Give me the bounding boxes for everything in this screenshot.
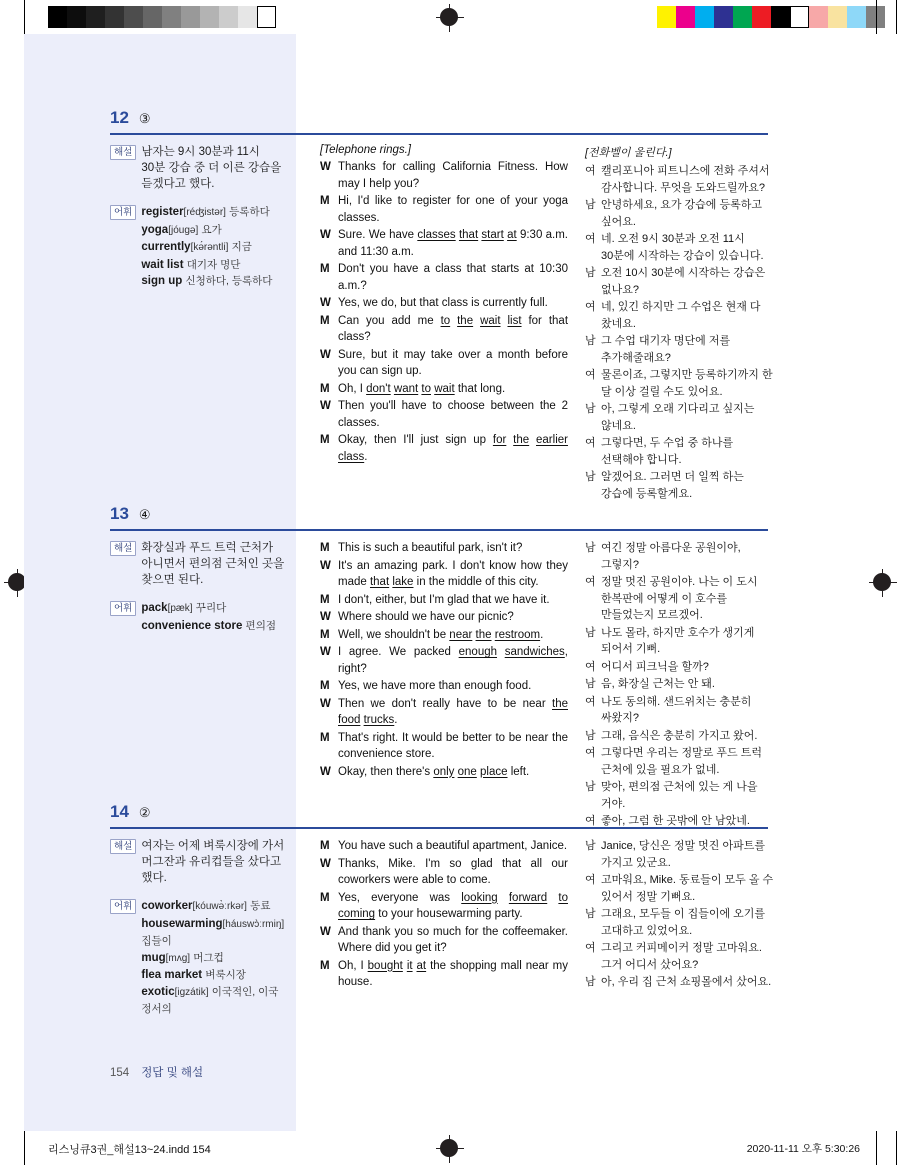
color-swatch-5: [752, 6, 771, 28]
speaker-label: W: [320, 229, 331, 241]
script-line-ko: [585, 574, 775, 624]
script-line-en: [320, 890, 568, 923]
speaker-label-ko: 남: [585, 781, 596, 793]
utterance-text: I agree. We packed enough sandwiches, right?: [338, 646, 568, 675]
vocab-word: flea market: [141, 969, 203, 981]
utterance-text-ko: 캘리포니아 피트니스에 전화 주셔서 감사합니다. 무엇을 도와드릴까요?: [601, 165, 770, 194]
script-line-ko: [585, 676, 775, 693]
grayscale-swatch-8: [200, 6, 219, 28]
utterance-text-ko: 그렇다면, 두 수업 중 하나를 선택해야 합니다.: [601, 437, 734, 466]
registration-mark-top-center: [440, 8, 458, 26]
vocab-meaning: 지금: [231, 241, 252, 253]
grayscale-calibration-bar: [48, 6, 276, 28]
utterance-text: Well, we shouldn't be near the restroom.: [338, 628, 544, 641]
grayscale-swatch-4: [124, 6, 143, 28]
script-line-ko: [585, 906, 775, 939]
vocab-word: mug: [141, 951, 166, 964]
script-line-ko: [585, 299, 775, 332]
vocab-word: sign up: [141, 275, 183, 287]
utterance-text-ko: 안녕하세요, 요가 강습에 등록하고 싶어요.: [601, 199, 762, 228]
color-swatch-6: [771, 6, 790, 28]
color-swatch-4: [733, 6, 752, 28]
korean-script-column: [585, 838, 775, 992]
utterance-text-ko: 좋아, 그럼 한 곳밖에 안 남았네.: [601, 815, 750, 827]
utterance-text-ko: 여긴 정말 아름다운 공원이야, 그렇지?: [601, 542, 741, 571]
speaker-label: W: [320, 925, 331, 938]
speaker-label: W: [320, 697, 331, 710]
script-line-ko: [585, 694, 775, 727]
utterance-text: Then we don't really have to be near the food trucks.: [338, 697, 568, 726]
utterance-text: Hi, I'd like to register for one of your yoga classes.: [338, 195, 568, 224]
speaker-label: M: [320, 891, 330, 904]
utterance-text: Okay, then there's only one place left.: [338, 765, 530, 778]
problem-header: [110, 802, 151, 822]
speaker-label: M: [320, 263, 330, 275]
script-line-en: [320, 609, 568, 626]
vocab-meaning: 대기자 명단: [186, 258, 241, 271]
utterance-text-ko: 아, 그렇게 오래 기다리고 싶지는 않네요.: [601, 403, 755, 432]
utterance-text: That's right. It would be better to be near the convenience store.: [338, 731, 568, 760]
utterance-text: You have such a beautiful apartment, Janice.: [338, 840, 568, 852]
speaker-label: M: [320, 731, 330, 744]
script-line-en: [320, 261, 568, 294]
script-line-en: [320, 644, 568, 677]
script-line-en: [320, 696, 568, 729]
problem-answer: ④: [138, 507, 151, 522]
color-swatch-9: [828, 6, 847, 28]
speaker-label-ko: 남: [585, 976, 596, 988]
script-line-en: [320, 924, 568, 957]
grayscale-swatch-0: [48, 6, 67, 28]
speaker-label-ko: 여: [585, 695, 596, 708]
utterance-text: Yes, everyone was looking forward to coming to your housewarming party.: [338, 891, 568, 920]
vocab-list: [141, 898, 286, 1018]
speaker-label: W: [320, 857, 331, 870]
script-line-ko: [585, 745, 775, 778]
crop-tick-top-left: [24, 0, 25, 34]
vocab-word: currently: [141, 241, 191, 253]
explanation-text: 남자는 9시 30분과 11시 30분 강습 중 더 이른 강습을 듣겠다고 했다.: [141, 146, 282, 190]
speaker-label: W: [320, 611, 331, 623]
vocab-pronunciation: [réʤistər]: [183, 207, 226, 218]
vocab-pronunciation: [kóuwə̀ːrkər]: [192, 901, 247, 912]
speaker-label-ko: 여: [585, 437, 596, 449]
vocab-entry: [141, 900, 270, 912]
script-line-ko: [585, 625, 775, 658]
speaker-label-ko: 여: [585, 815, 596, 827]
print-registration-top-bar: [0, 0, 900, 34]
speaker-label-ko: 남: [585, 403, 596, 415]
section-label: 정답 및 해설: [141, 1067, 204, 1079]
problem-divider: [110, 133, 768, 135]
utterance-text: Oh, I don't want to wait that long.: [338, 382, 506, 395]
utterance-text: It's an amazing park. I don't know how they made that lake in the middle of this city.: [338, 559, 568, 588]
color-swatch-2: [695, 6, 714, 28]
script-line-ko: [585, 231, 775, 264]
vocab-tag: 어휘: [110, 899, 136, 914]
script-line-en: [320, 838, 568, 855]
vocab-entry: [141, 259, 240, 271]
problem-divider: [110, 827, 768, 829]
vocab-entry: [141, 969, 246, 981]
speaker-label: M: [320, 382, 330, 395]
vocab-pronunciation: [jóugə]: [168, 224, 199, 236]
crop-tick-bottom-right2: [896, 1131, 897, 1165]
script-line-en: [320, 856, 568, 889]
grayscale-swatch-10: [238, 6, 257, 28]
script-line-ko: [585, 367, 775, 400]
vocab-entry: [141, 206, 269, 218]
script-line-en: [320, 398, 568, 431]
page-canvas: [0, 34, 900, 1131]
registration-mark-bottom-center: [440, 1139, 458, 1157]
vocab-entry: [141, 602, 226, 614]
utterance-text-ko: 맞아, 편의점 근처에 있는 게 나을 거야.: [601, 781, 758, 810]
vocab-meaning: 벼룩시장: [205, 969, 246, 981]
korean-script-column: [585, 144, 775, 503]
explanation-tag: 해설: [110, 541, 136, 556]
speaker-label: W: [320, 559, 331, 572]
vocab-entry: [141, 241, 252, 253]
crop-tick-top-right: [876, 0, 877, 34]
vocab-pronunciation: [pæk]: [167, 603, 193, 614]
vocab-entry: [141, 952, 223, 964]
speaker-label-ko: 여: [585, 576, 596, 588]
utterance-text-ko: 고마워요, Mike. 동료들이 모두 올 수 있어서 정말 기뻐요.: [601, 874, 774, 903]
vocab-word: register: [141, 206, 184, 218]
vocab-word: wait list: [141, 258, 184, 271]
speaker-label-ko: 남: [585, 678, 596, 690]
speaker-label-ko: 남: [585, 335, 596, 347]
color-swatch-3: [714, 6, 733, 28]
explanation-tag: 해설: [110, 145, 136, 160]
utterance-text: Yes, we do, but that class is currently full.: [338, 297, 548, 309]
crop-tick-bottom-left: [24, 1131, 25, 1165]
utterance-text-ko: 네. 오전 9시 30분과 오전 11시 30분에 시작하는 강습이 있습니다.: [601, 233, 764, 262]
script-line-en: [320, 295, 568, 312]
script-line-en: [320, 678, 568, 695]
speaker-label: M: [320, 840, 330, 852]
utterance-text-ko: 네, 있긴 하지만 그 수업은 현재 다 찼네요.: [601, 301, 761, 330]
vocab-meaning: 요가: [201, 223, 222, 236]
english-script-column: [320, 144, 568, 466]
script-line-en: [320, 730, 568, 763]
script-line-ko: [585, 838, 775, 871]
page-number: 154: [110, 1067, 130, 1079]
script-line-ko: [585, 197, 775, 230]
script-line-ko: [585, 540, 775, 573]
problem-divider: [110, 529, 768, 531]
speaker-label-ko: 여: [585, 301, 596, 313]
utterance-text-ko: 그래, 음식은 충분히 가지고 왔어.: [601, 729, 758, 742]
script-line-ko: [585, 974, 775, 991]
utterance-text: I don't, either, but I'm glad that we have it.: [338, 593, 550, 606]
script-line-en: [320, 592, 568, 609]
vocab-meaning: 신청하다, 등록하다: [185, 275, 273, 287]
speaker-label-ko: 남: [585, 199, 596, 211]
color-swatch-7: [790, 6, 809, 28]
speaker-label-ko: 남: [585, 729, 596, 742]
stage-direction-ko: [전화벨이 울린다.]: [585, 147, 672, 159]
utterance-text-ko: 나도 동의해. 샌드위치는 충분히 싸왔지?: [601, 695, 752, 724]
script-line-ko: [585, 401, 775, 434]
speaker-label: M: [320, 314, 330, 327]
utterance-text: This is such a beautiful park, isn't it?: [338, 542, 523, 554]
gloss-column: [110, 540, 286, 636]
vocab-word: convenience store: [141, 619, 243, 632]
gloss-column: [110, 838, 286, 1020]
color-swatch-1: [676, 6, 695, 28]
vocab-block: [110, 204, 286, 290]
utterance-text-ko: 오전 10시 30분에 시작하는 강습은 없나요?: [601, 267, 766, 296]
grayscale-swatch-2: [86, 6, 105, 28]
vocab-meaning: 편의점: [245, 619, 276, 632]
script-line-ko: [585, 779, 775, 812]
script-line-en: [320, 558, 568, 591]
speaker-label-ko: 남: [585, 267, 596, 279]
stage-direction-en: [Telephone rings.]: [320, 144, 412, 156]
vocab-list: [141, 204, 272, 290]
grayscale-swatch-9: [219, 6, 238, 28]
utterance-text-ko: 어디서 피크닉을 할까?: [601, 660, 709, 673]
vocab-block: [110, 898, 286, 1018]
explanation-row: [110, 144, 286, 192]
script-line-en: [320, 347, 568, 380]
script-line-en: [320, 313, 568, 346]
speaker-label: W: [320, 161, 331, 173]
page-content: [0, 34, 900, 1131]
vocab-word: coworker: [141, 900, 193, 912]
explanation-row: [110, 838, 286, 886]
script-line-ko: [585, 265, 775, 298]
script-line-ko: [585, 940, 775, 973]
speaker-label-ko: 남: [585, 471, 596, 483]
script-line-en: [320, 764, 568, 781]
korean-script-column: [585, 540, 775, 831]
script-line-ko: [585, 435, 775, 468]
vocab-tag: 어휘: [110, 601, 136, 616]
utterance-text-ko: 알겠어요. 그러면 더 일찍 하는 강습에 등록할게요.: [601, 471, 744, 500]
english-script-column: [320, 838, 568, 992]
vocab-meaning: 집들이: [141, 935, 172, 947]
vocab-block: [110, 600, 286, 634]
grayscale-swatch-6: [162, 6, 181, 28]
explanation-text: 여자는 어제 벼룩시장에 가서 머그잔과 유리컵들을 샀다고 했다.: [141, 840, 285, 884]
speaker-label-ko: 남: [585, 908, 596, 920]
grayscale-swatch-7: [181, 6, 200, 28]
script-line-en: [320, 159, 568, 192]
crop-tick-bottom-right: [876, 1131, 877, 1165]
vocab-pronunciation: [kə́rəntli]: [190, 242, 229, 253]
vocab-row: [110, 600, 286, 634]
problem-number: 13: [110, 504, 129, 523]
speaker-label: M: [320, 593, 330, 606]
utterance-text: Thanks, Mike. I'm so glad that all our coworkers were able to come.: [338, 857, 568, 886]
utterance-text-ko: 그 수업 대기자 명단에 저를 추가해줄래요?: [601, 335, 731, 364]
problem-number: 12: [110, 108, 129, 127]
vocab-entry: [141, 620, 276, 632]
utterance-text: Can you add me to the wait list for that class?: [338, 314, 569, 343]
script-line-ko: [585, 163, 775, 196]
vocab-word: pack: [141, 602, 168, 614]
vocab-pronunciation: [háuswɔ̀ːrmiŋ]: [222, 918, 285, 930]
speaker-label-ko: 여: [585, 233, 596, 245]
speaker-label-ko: 여: [585, 874, 596, 886]
vocab-entry: [141, 986, 278, 1016]
problem-number: 14: [110, 802, 129, 821]
explanation-tag: 해설: [110, 839, 136, 854]
vocab-row: [110, 204, 286, 290]
explanation-row: [110, 540, 286, 588]
vocab-word: housewarming: [141, 917, 223, 930]
grayscale-swatch-5: [143, 6, 162, 28]
speaker-label-ko: 여: [585, 660, 596, 673]
gloss-column: [110, 144, 286, 292]
utterance-text-ko: Janice, 당신은 정말 멋진 아파트를 가지고 있군요.: [601, 840, 765, 869]
utterance-text: Oh, I bought it at the shopping mall near my house.: [338, 959, 569, 988]
speaker-label: M: [320, 628, 330, 641]
utterance-text: Sure, but it may take over a month before you can sign up.: [338, 348, 568, 377]
speaker-label-ko: 여: [585, 165, 596, 177]
crop-tick-top-right2: [896, 0, 897, 34]
script-line-ko: [585, 872, 775, 905]
color-swatch-0: [657, 6, 676, 28]
color-swatch-8: [809, 6, 828, 28]
speaker-label-ko: 여: [585, 747, 596, 759]
utterance-text-ko: 그래요, 모두들 이 집들이에 오기를 고대하고 있었어요.: [601, 908, 766, 937]
vocab-tag: 어휘: [110, 205, 136, 220]
speaker-label-ko: 남: [585, 542, 596, 554]
script-line-en: [320, 627, 568, 644]
speaker-label: W: [320, 765, 331, 778]
grayscale-swatch-11: [257, 6, 276, 28]
english-script-column: [320, 540, 568, 781]
utterance-text: Don't you have a class that starts at 10:30 a.m.?: [338, 263, 568, 292]
speaker-label: M: [320, 959, 330, 972]
vocab-entry: [141, 918, 284, 948]
speaker-label-ko: 여: [585, 369, 596, 381]
print-timestamp: 2020-11-11 오후 5:30:26: [746, 1143, 860, 1155]
vocab-meaning: 등록하다: [229, 206, 270, 218]
speaker-label: M: [320, 195, 330, 207]
vocab-meaning: 이국적인, 이국 정서의: [141, 985, 279, 1015]
script-line-en: [320, 381, 568, 398]
script-line-en: [320, 540, 568, 557]
utterance-text-ko: 그렇다면 우리는 정말로 푸드 트럭 근처에 있을 필요가 없네.: [601, 747, 762, 776]
grayscale-swatch-1: [67, 6, 86, 28]
speaker-label: W: [320, 646, 331, 658]
speaker-label-ko: 여: [585, 942, 596, 954]
problem-header: [110, 504, 151, 524]
script-line-ko: [585, 728, 775, 745]
utterance-text: Yes, we have more than enough food.: [338, 680, 532, 692]
script-line-ko: [585, 333, 775, 366]
speaker-label-ko: 남: [585, 626, 596, 639]
vocab-list: [141, 600, 276, 634]
speaker-label: M: [320, 434, 330, 446]
problem-header: [110, 108, 151, 128]
utterance-text-ko: 아, 우리 집 근처 쇼핑몰에서 샀어요.: [601, 976, 772, 988]
utterance-text: Sure. We have classes that start at 9:30 a.m. and 11:30 a.m.: [338, 229, 568, 258]
explanation-text: 화장실과 푸드 트럭 근처가 아니면서 편의점 근처인 곳을 찾으면 된다.: [141, 542, 285, 586]
utterance-text: Thanks for calling California Fitness. How may I help you?: [338, 161, 568, 190]
utterance-text-ko: 정말 멋진 공원이야. 나는 이 도시 한복판에 어떻게 이 호수를 만들었는지 모르겠어.: [601, 576, 758, 621]
speaker-label: M: [320, 680, 330, 692]
utterance-text: Okay, then I'll just sign up for the earlier class.: [338, 434, 568, 463]
vocab-pronunciation: [igzátik]: [174, 986, 209, 998]
vocab-meaning: 꾸리다: [195, 602, 227, 614]
speaker-label: W: [320, 400, 331, 412]
script-line-ko: [585, 659, 775, 676]
script-line-en: [320, 958, 568, 991]
utterance-text-ko: 물론이죠, 그렇지만 등록하기까지 한 달 이상 걸릴 수도 있어요.: [601, 369, 773, 398]
color-swatch-10: [847, 6, 866, 28]
speaker-label: W: [320, 348, 331, 361]
grayscale-swatch-3: [105, 6, 124, 28]
file-slug: 리스닝큐3권_해설13~24.indd 154: [48, 1144, 211, 1156]
speaker-label: W: [320, 297, 331, 309]
problem-answer: ②: [138, 805, 151, 820]
utterance-text: And thank you so much for the coffeemaker. Where did you get it?: [338, 925, 568, 954]
script-line-en: [320, 227, 568, 260]
script-line-ko: [585, 469, 775, 502]
script-line-en: [320, 432, 568, 465]
problem-answer: ③: [138, 111, 151, 126]
speaker-label: M: [320, 542, 330, 554]
vocab-pronunciation: [mʌg]: [165, 952, 191, 964]
utterance-text: Then you'll have to choose between the 2 classes.: [338, 400, 568, 429]
utterance-text-ko: 음, 화장실 근처는 안 돼.: [601, 678, 715, 690]
vocab-row: [110, 898, 286, 1018]
utterance-text-ko: 나도 몰라, 하지만 호수가 생기게 되어서 기뻐.: [601, 626, 755, 655]
vocab-meaning: 동료: [250, 900, 271, 912]
utterance-text: Where should we have our picnic?: [338, 611, 514, 623]
vocab-meaning: 머그컵: [193, 951, 224, 964]
folio: [110, 1064, 203, 1080]
color-calibration-bar: [657, 6, 885, 28]
vocab-word: exotic: [141, 985, 175, 998]
vocab-entry: [141, 275, 272, 287]
speaker-label-ko: 남: [585, 840, 596, 852]
vocab-word: yoga: [141, 223, 169, 236]
utterance-text-ko: 그리고 커피메이커 정말 고마워요. 그거 어디서 샀어요?: [601, 942, 762, 971]
script-line-en: [320, 193, 568, 226]
vocab-entry: [141, 224, 221, 236]
